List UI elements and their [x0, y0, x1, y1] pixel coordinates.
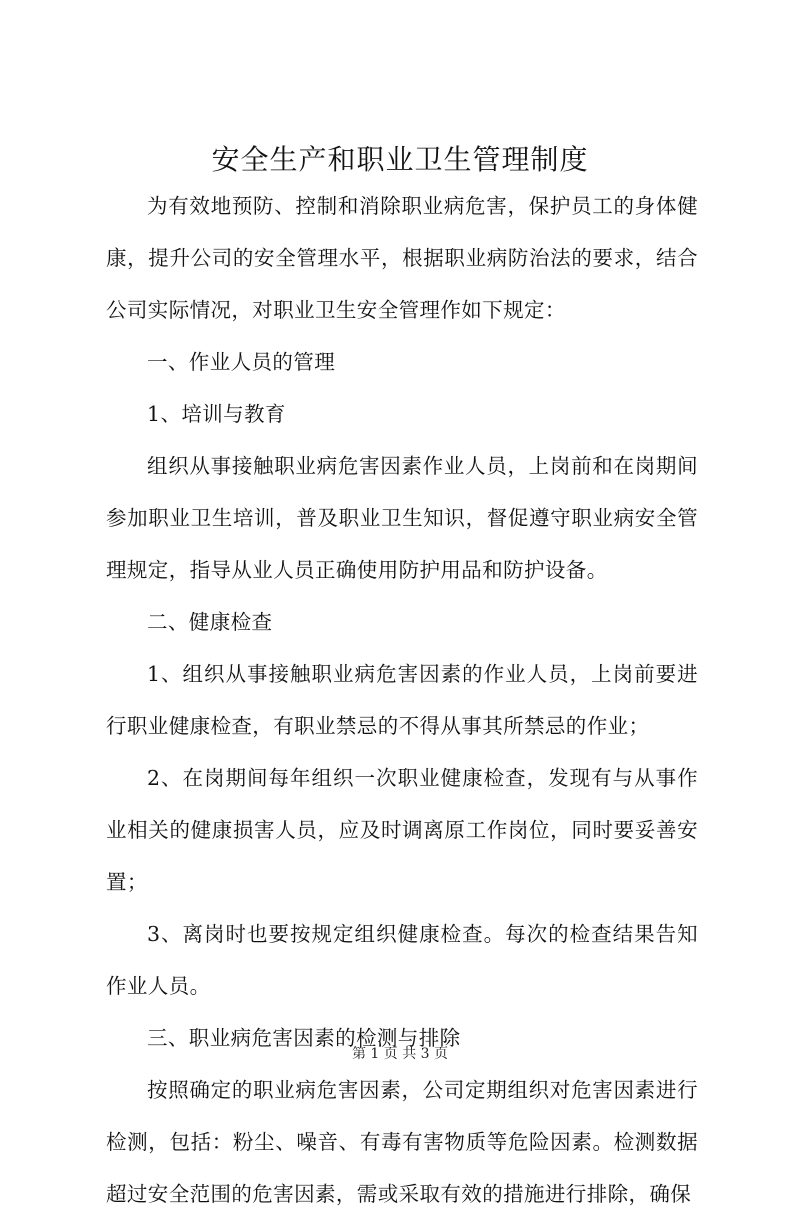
section-heading-health-check: 二、健康检查	[147, 610, 273, 634]
page-footer: 第 1 页 共 3 页	[351, 1046, 449, 1062]
subheading-training: 1、培训与教育	[147, 402, 286, 426]
paragraph-health-check-2: 2、在岗期间每年组织一次职业健康检查，发现有与从事作业相关的健康损害人员，应及时调离原工作岗位，同时要妥善安置；	[106, 766, 698, 894]
document-title: 安全生产和职业卫生管理制度	[211, 143, 589, 176]
paragraph-hazard-detection: 按照确定的职业病危害因素，公司定期组织对危害因素进行检测，包括：粉尘、噪音、有毒有害物质等危险因素。检测数据超过安全范围的危害因素，需或采取有效的措施进行排除，确保	[106, 1078, 698, 1206]
intro-paragraph: 为有效地预防、控制和消除职业病危害，保护员工的身体健康，提升公司的安全管理水平，根据职业病防治法的要求，结合公司实际情况，对职业卫生安全管理作如下规定：	[106, 194, 698, 322]
section-heading-personnel: 一、作业人员的管理	[147, 350, 336, 374]
paragraph-health-check-3: 3、离岗时也要按规定组织健康检查。每次的检查结果告知作业人员。	[106, 922, 698, 998]
document-body	[106, 180, 698, 1220]
paragraph-training: 组织从事接触职业病危害因素作业人员，上岗前和在岗期间参加职业卫生培训，普及职业卫生知识，督促遵守职业病安全管理规定，指导从业人员正确使用防护用品和防护设备。	[106, 454, 698, 582]
paragraph-health-check-1: 1、组织从事接触职业病危害因素的作业人员，上岗前要进行职业健康检查，有职业禁忌的不得从事其所禁忌的作业；	[106, 662, 698, 738]
section-heading-hazard-detection: 三、职业病危害因素的检测与排除	[147, 1026, 461, 1050]
